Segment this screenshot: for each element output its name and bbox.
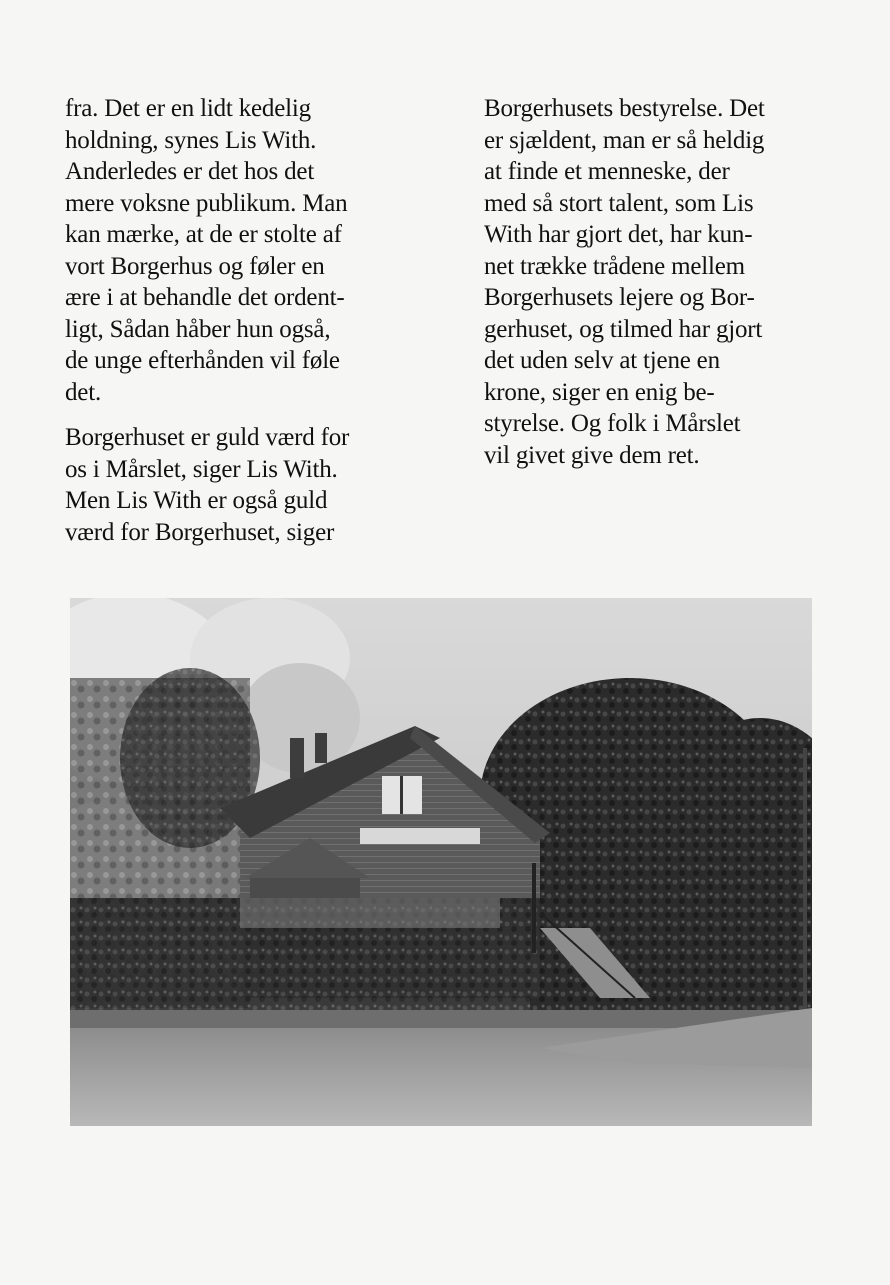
paragraph: fra. Det er en lidt kedelig holdning, synes Lis With. Anderledes er det hos det mere voksne publikum. Man kan mærke, at de er stolte af vort Borgerhus og føler en ære i at behandle det ordent- ligt, Sådan håber hun også, de unge efterhånden vil føle det.: [65, 95, 348, 406]
text-column-left: [65, 93, 400, 548]
text-column-right: [484, 93, 824, 471]
building-photo-illustration: [70, 598, 812, 1126]
paragraph: Borgerhuset er guld værd for os i Mårslet, siger Lis With. Men Lis With er også guld værd for Borgerhuset, siger: [65, 424, 350, 546]
building-photo: [70, 598, 812, 1126]
paragraph: Borgerhusets bestyrelse. Det er sjældent, man er så heldig at finde et menneske, der med så stort talent, som Lis With har gjort det, har kun- net trække trådene mellem Borgerhusets lejere og Bor- gerhuset, og tilmed har gjort det uden selv at tjene en krone, siger en enig be- styrelse. Og folk i Mårslet vil givet give dem ret.: [484, 95, 765, 469]
